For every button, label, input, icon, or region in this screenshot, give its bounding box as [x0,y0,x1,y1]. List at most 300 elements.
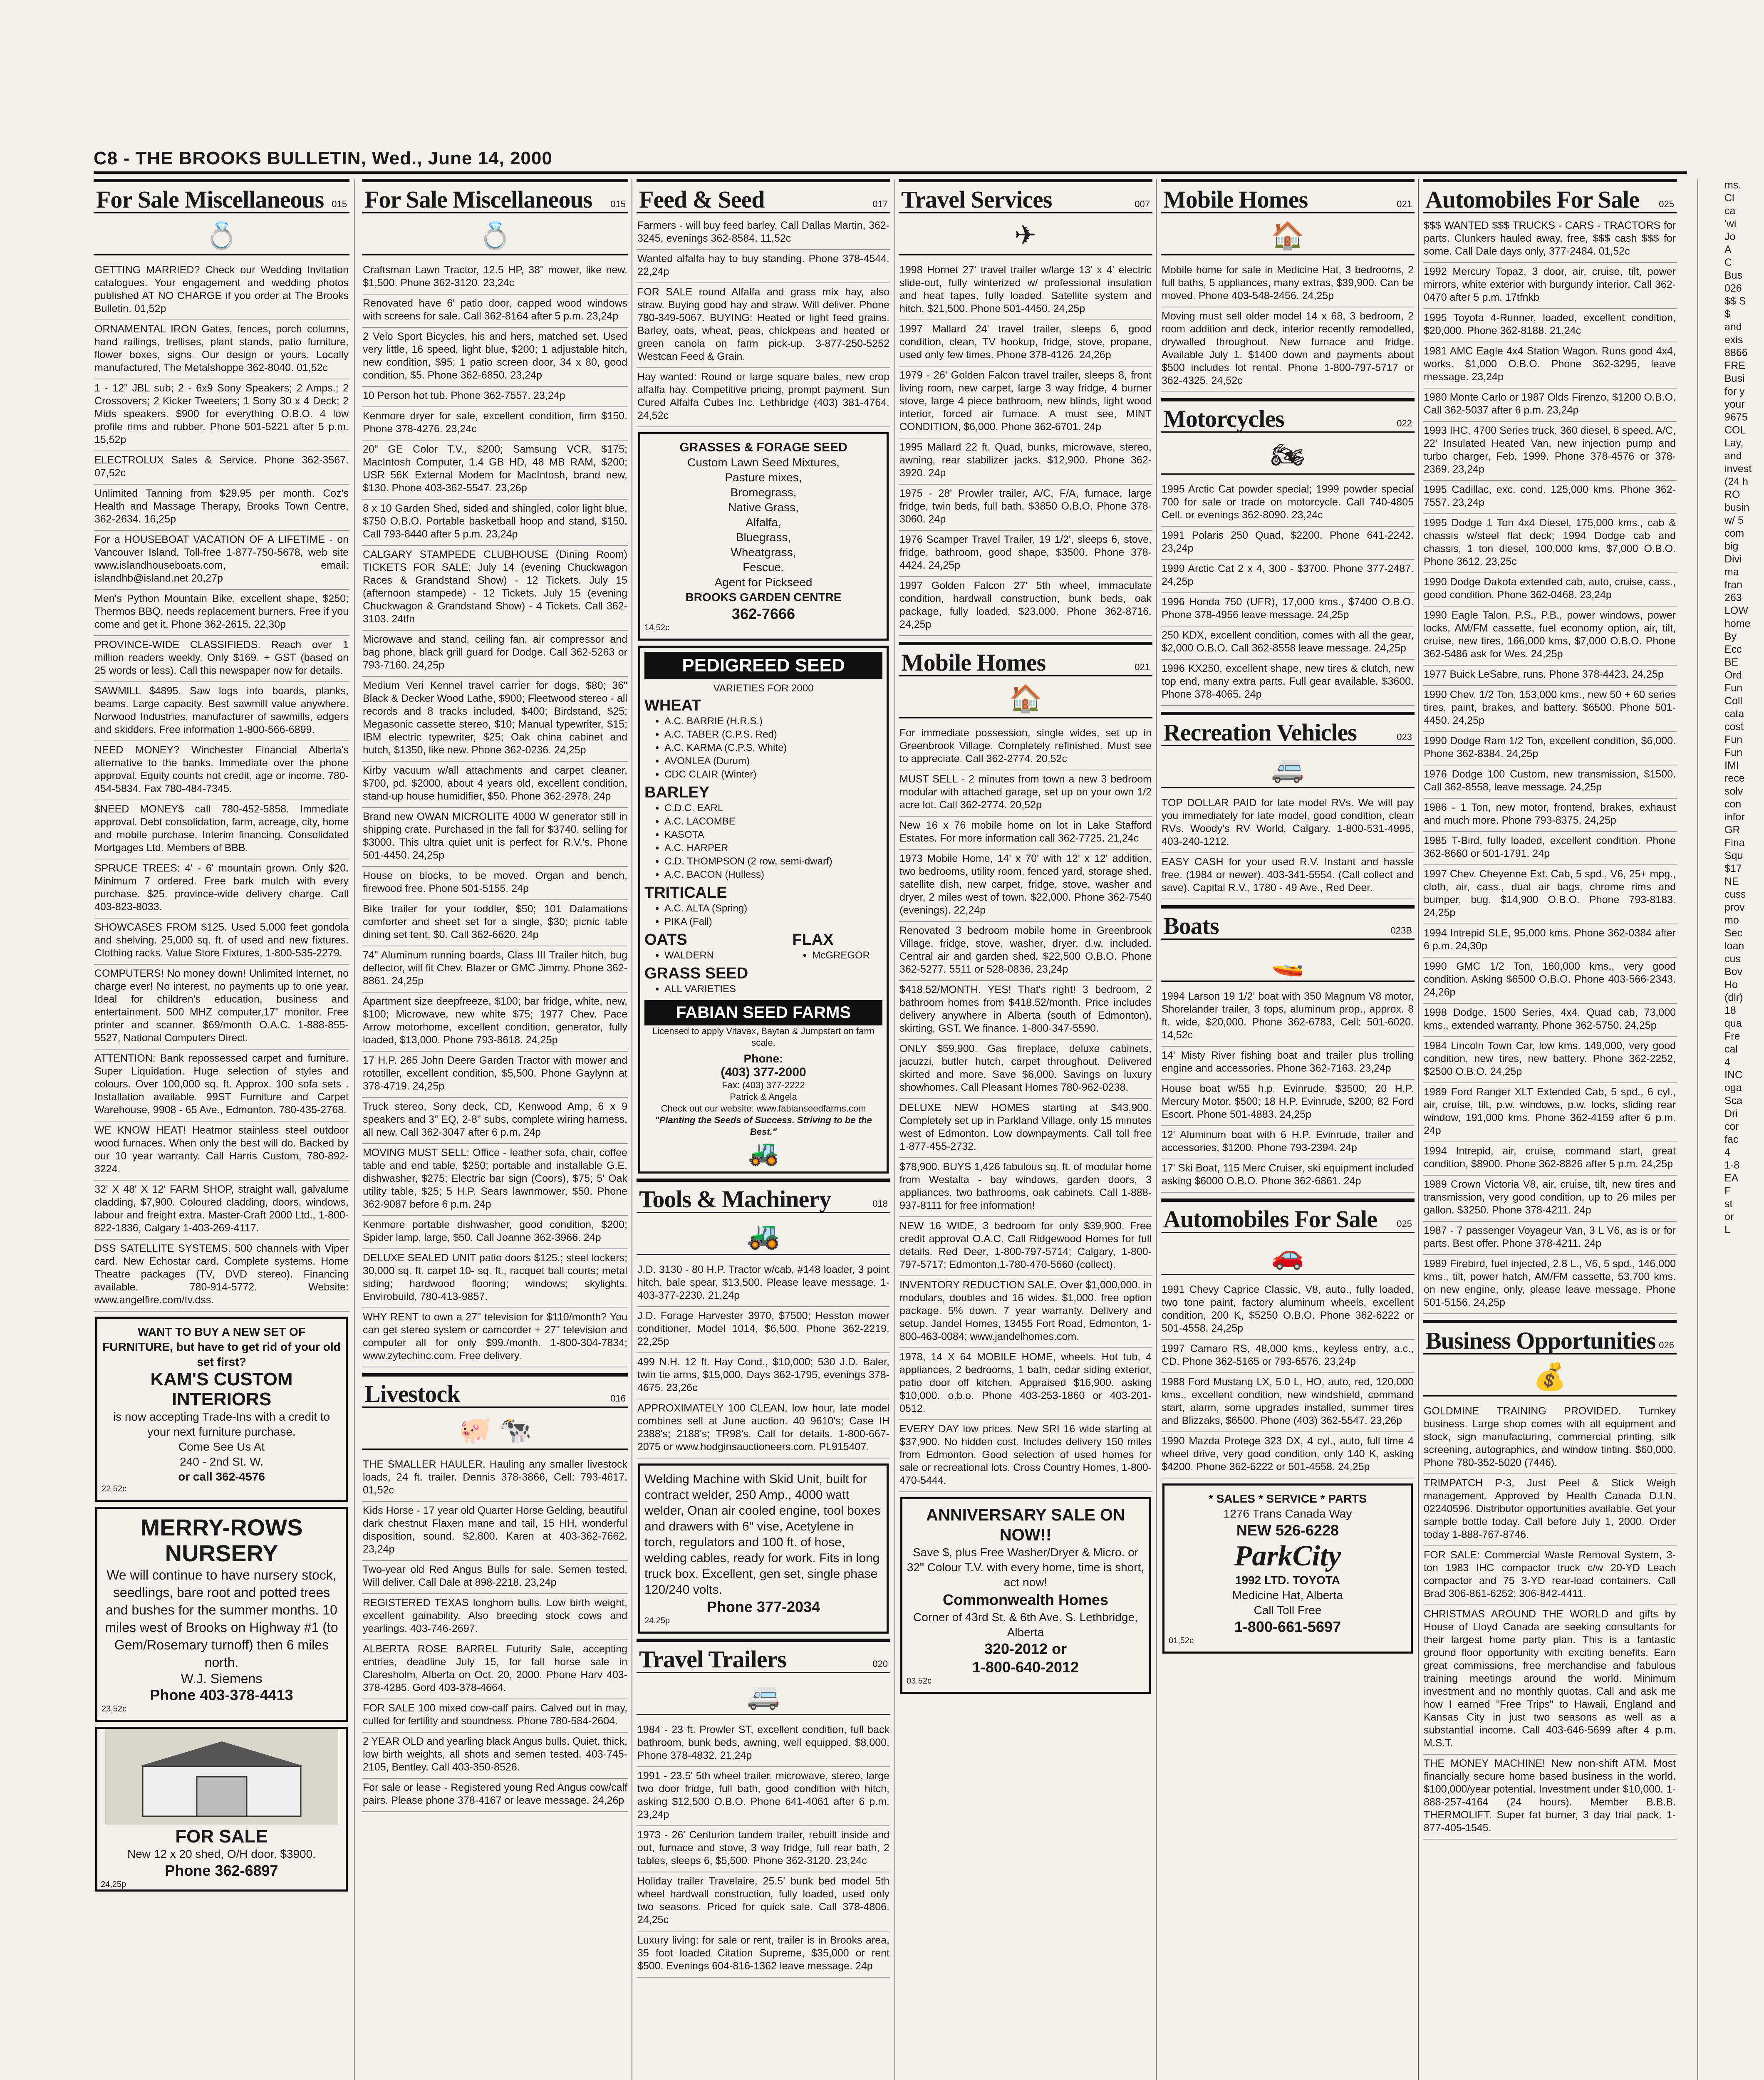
classified-ad: 1984 - 23 ft. Prowler ST, excellent condition, full back bathroom, bunk beds, awning, well equipped. $8,000. Phone 378-4832. 21,24p [637,1721,890,1767]
classified-ad: 1973 - 26' Centurion tandem trailer, rebuilt inside and out, furnace and stove, 3 way fridge, full rear bath, 2 tables, sleeps 6, $5,500. Phone 362-3120. 23,24c [637,1826,890,1872]
text-fragment: BE [1724,656,1739,668]
classified-ad: 1991 - 23.5' 5th wheel trailer, microwave, stereo, large two door fridge, full bath, good condition with hitch, asking $12,500 O.B.O. Phone 641-4061 after 6 p.m. 23,24p [637,1767,890,1826]
text-fragment: Squ [1724,850,1743,862]
ad-phone: (403) 377-2000 [721,1065,806,1079]
classified-list [899,261,1152,636]
classified-ad: House on blocks, to be moved. Organ and bench, firewood free. Phone 501-5155. 24p [362,867,628,900]
text-fragment: and [1724,450,1742,462]
text-fragment: loan [1724,940,1744,952]
seed-list [644,949,714,962]
text-fragment: Bov [1724,966,1743,978]
ad-body: Welding Machine with Skid Unit, built for contract welder, 250 Amp., 4000 watt welder, Onan air cooled engine, tool boxes and drawers with 6" vise, Acetylene in torch, regulators and 100 ft. of hose, welding cables, ready for work. Fits in long truck box. Excellent, gen set, single phase 120/240 volts. [644,1472,881,1597]
rv-icon: 🚐 [1161,750,1415,788]
text-fragment: By [1724,631,1737,642]
section-code: 020 [872,1659,888,1669]
section-title: Recreation Vehicles [1163,719,1357,746]
classified-ad: 17 H.P. 265 John Deere Garden Tractor with mower and rototiller, excellent condition, $5,500. Phone Gaylynn at 378-4719. 24,25p [362,1052,628,1098]
section-header [1161,179,1415,213]
text-fragment: Fun [1724,747,1743,758]
car-icon: 🚗 [1161,1236,1415,1275]
text-fragment: infor [1724,811,1745,823]
ad-owner: W.J. Siemens [181,1671,263,1686]
text-fragment: Dri [1724,1108,1738,1119]
text-fragment: home [1724,618,1751,629]
section-title: Mobile Homes [1163,186,1308,213]
text-fragment: ms. [1724,179,1742,191]
text-fragment: 8866 [1724,347,1748,359]
classified-ad: PROVINCE-WIDE CLASSIFIEDS. Reach over 1 million readers weekly. Only $169. + GST (based on 25 words or less). Call this newspaper now for details. [94,636,349,682]
classified-ad: ORNAMENTAL IRON Gates, fences, porch columns, hand railings, trellises, plant stands, patio furniture, flower boxes, signs. Our design or yours. Locally manufactured, The Metalshoppe 362-8040. 01,52c [94,320,349,379]
ad-item: Fescue. [743,561,784,574]
section-header-mobile-homes [899,642,1152,676]
text-fragment: Jo [1724,231,1736,243]
ad-new-number: 526-6228 [1275,1522,1339,1539]
ad-body: New 12 x 20 shed, O/H door. $3900. [127,1847,316,1860]
classified-ad: Renovated 3 bedroom mobile home in Greenbrook Village, fridge, stove, washer, dryer, d.w. included. Central air and garden shed. $22,500 O.B.O. Phone 362-5277. 5511 or 528-0836. 23,24p [899,922,1152,981]
seed-variety: • WALDERN [664,949,714,962]
ad-code: 24,25p [101,1880,126,1889]
classified-ad: 1976 Scamper Travel Trailer, 19 1/2', sleeps 6, stove, fridge, bathroom, good shape, $3500. Phone 378-4424. 24,25p [899,531,1152,577]
classified-ad: Wanted alfalfa hay to buy standing. Phone 378-4544. 22,24p [637,250,890,283]
seed-variety: • A.C. TABER (C.P.S. Red) [664,728,882,741]
section-code: 023B [1390,925,1412,936]
section-header-motorcycles [1161,398,1415,433]
classified-ad: APPROXIMATELY 100 CLEAN, low hour, late model combines sell at June auction. 40 9610's; Case IH 2388's; 2188's; TR98's. Call for details. 1-800-667-2075 or www.hodginsauctioneers.com. PL915407. [637,1399,890,1458]
classified-ad: 1994 Larson 19 1/2' boat with 350 Magnum V8 motor, Shorelander trailer, 3 tops, aluminum prop., approx. 8 ft. wide, $20,000. Phone 362-6783, Cell: 501-6020. 14,52c [1161,988,1415,1047]
text-fragment: Fun [1724,682,1743,694]
merry-rows-nursery-ad [95,1507,348,1722]
classified-ad: For a HOUSEBOAT VACATION OF A LIFETIME - on Vancouver Island. Toll-free 1-877-750-5678, web site www.islandhouseboats.com, email: islandhb@island.net 20,27p [94,531,349,590]
seed-variety: • ALL VARIETIES [664,983,882,996]
seed-variety: • A.C. KARMA (C.P.S. White) [664,741,882,755]
seed-group-wheat: WHEAT [644,697,701,714]
brooks-garden-centre-ad [638,432,889,641]
classified-ad: DELUXE SEALED UNIT patio doors $125.; steel lockers; 30,000 sq. ft. carpet 10- sq. ft., racquet ball courts; metal siding; hardwood flooring; windows; skylights. Envirobuild, 780-413-9857. [362,1249,628,1308]
classified-ad: SPRUCE TREES: 4' - 6' mountain grown. Only $20. Minimum 7 ordered. Free bark mulch with every purchase. $25. province-wide delivery charge. Call 403-823-8033. [94,859,349,919]
classified-ad: ATTENTION: Bank repossessed carpet and furniture. Super Liquidation. Huge selection of styles and colours. Over 100,000 sq. ft. Approx. 100 sofa sets . Installation available. 99ST Furniture and Carpet Warehouse, 9908 - 65 Ave., Edmonton. 780-435-2768. [94,1050,349,1122]
ad-banner: PEDIGREED SEED [644,652,882,679]
classified-ad: WHY RENT to own a 27" television for $110/month? You can get stereo system or camcorder + 27" television and computer all for only $99./month. 1-800-304-7834; www.zytechinc.com. Free delivery. [362,1308,628,1367]
classified-ad: SAWMILL $4895. Saw logs into boards, planks, beams. Large capacity. Best sawmill value anywhere. Norwood Industries, manufacturer of sawmills, edgers and skidders. Free information 1-800-566-6899. [94,682,349,741]
ad-business-name: BROOKS GARDEN CENTRE [685,591,842,604]
classified-ad: 1991 Chevy Caprice Classic, V8, auto., fully loaded, two tone paint, factory aluminum wheels, excellent condition, 200 K, $5250 O.B.O. Phone 362-6222 or 501-4558. 24,25p [1161,1281,1415,1340]
text-fragment: exis [1724,334,1743,346]
classified-ad: Kids Horse - 17 year old Quarter Horse Gelding, beautiful dark chestnut Flaxen mane and tail, 15 HH, wonderful disposition, sound. $2,800. Karen at 403-362-7662. 23,24p [362,1502,628,1561]
classified-ad: 1996 KX250, excellent shape, new tires & clutch, new top end, many extra parts. Full gear available. $3600. Phone 378-4065. 24p [1161,660,1415,706]
section-title: For Sale Miscellaneous [96,186,324,213]
ad-brand: TOYOTA [1292,1574,1340,1587]
seed-list [644,715,882,781]
seed-variety: • A.C. ALTA (Spring) [664,902,882,915]
livestock-icon: 🐖 🐄 [362,1411,628,1450]
classified-ad: WE KNOW HEAT! Heatmor stainless steel outdoor wood furnaces. When only the best will do. Backed by our 10 year warranty. Call Harris Custom, 780-892-3224. [94,1122,349,1181]
classified-ad: 1990 Eagle Talon, P.S., P.B., power windows, power locks, AM/FM cassette, fuel economy option, air, tilt, cruise, new tires, 166,000 kms, $7,000 O.B.O. Phone 362-5486 ask for Wes. 24,25p [1423,607,1677,666]
ad-address: 1276 Trans Canada Way [1223,1507,1352,1520]
classified-ad: 1989 Firebird, fuel injected, 2.8 L., V6, 5 spd., 146,000 kms., tilt, power hatch, AM/FM cassette, 53,700 kms. on new engine, only, please leave message. Phone 501-5156. 24,25p [1423,1255,1677,1314]
section-header [362,179,628,213]
classified-ad: For immediate possession, single wides, set up in Greenbrook Village. Completely refinished. Must see to appreciate. Call 362-2774. 20,52c [899,724,1152,770]
text-fragment: 1-8 [1724,1159,1740,1171]
text-fragment: 263 [1724,592,1742,604]
classified-ad: Renovated have 6' patio door, capped wood windows with screens for sale. Call 362-8164 after 5 p.m. 23,24p [362,295,628,328]
classified-ad: 1996 Honda 750 (UFR), 17,000 kms., $7400 O.B.O. Phone 378-4956 leave message. 24,25p [1161,593,1415,626]
classified-ad: 1989 Ford Ranger XLT Extended Cab, 5 spd., 6 cyl., air, cruise, tilt, p.w. windows, p.w. locks, sliding rear window, 191,000 kms. Phone 362-4159 after 6 p.m. 24p [1423,1083,1677,1142]
text-fragment: fac [1724,1134,1739,1145]
section-code: 017 [872,199,888,209]
wedding-rings-icon: 💍 [362,217,628,255]
classified-list [637,217,890,427]
ad-business-name: MERRY-ROWS NURSERY [140,1514,303,1566]
text-fragment: oga [1724,1082,1742,1094]
classified-ad: CALGARY STAMPEDE CLUBHOUSE (Dining Room) TICKETS FOR SALE: July 14 (evening Chuckwagon Races & Grandstand Show) - 12 Tickets. July 15 (afternoon stampede) - 12 Tickets. July 15 (evening Chuckwagon & Grandstand Show) - 4 Tickets. Call 362-3103. 24tfn [362,546,628,631]
section-header [899,179,1152,213]
text-fragment: mo [1724,914,1739,926]
ad-city: Medicine Hat, Alberta [1232,1589,1343,1602]
column-6 [1423,179,1677,2080]
classified-ad: 1990 GMC 1/2 Ton, 160,000 kms., very good condition. Asking $6500 O.B.O. Phone 403-566-2343. 24,26p [1423,958,1677,1004]
fragment-list [1724,179,1764,1236]
text-fragment: your [1724,399,1745,410]
classified-ad: Men's Python Mountain Bike, excellent shape, $250; Thermos BBQ, needs replacement burners. Free if you come and get it. Phone 362-2615. 22,30p [94,590,349,636]
text-fragment: Busi [1724,373,1745,384]
classified-ad: 1997 Mallard 24' travel trailer, sleeps 6, good condition, clean, TV hookup, fridge, stove, propane, used only few times. Phone 378-4126. 24,26p [899,320,1152,366]
text-fragment: (24 h [1724,476,1748,488]
seed-variety: • A.C. BACON (Hulless) [664,868,882,882]
section-title: Tools & Machinery [639,1186,831,1213]
classified-ad: EVERY DAY low prices. New SRI 16 wide starting at $37,900. No hidden cost. Includes delivery 150 miles from Edmonton. Good selection of used homes for sale or recreational lots. Cross Country Homes, 1-800-470-5444. [899,1420,1152,1492]
ad-phone: 362-7666 [731,605,795,622]
section-code: 021 [1397,199,1412,209]
classified-ad: MUST SELL - 2 minutes from town a new 3 bedroom modular with attached garage, set up on your own 1/2 acre lot. Call 362-2774. 20,52p [899,770,1152,817]
text-fragment: 4 [1724,1056,1730,1068]
ad-body: is now accepting Trade-Ins with a credit to your next furniture purchase. [113,1410,330,1438]
speedboat-icon: 🚤 [1161,943,1415,982]
classified-ad: 1995 Arctic Cat powder special; 1999 powder special 700 for sale or trade on motorcycle. Call 740-4805 Cell. or evenings 362-8090. 23,24c [1161,480,1415,527]
ad-phone-label: Phone: [743,1052,783,1065]
classified-ad: 499 N.H. 12 ft. Hay Cond., $10,000; 530 J.D. Baler, twin tie arms, $15,000. Days 362-1795, evenings 378-4675. 23,26c [637,1353,890,1399]
welding-machine-ad [638,1463,889,1634]
ad-brand-row [1169,1573,1407,1588]
classified-list [1161,480,1415,706]
ad-code: 01,52c [1169,1636,1194,1645]
ad-services: * SALES * SERVICE * PARTS [1208,1492,1367,1505]
classified-ad: Bike trailer for your toddler, $50; 101 Dalamations comforter and sheet set for a single, $30; picnic table dining set tent, $0. Call 362-6620. 24p [362,900,628,946]
classified-ad: 1978, 14 X 64 MOBILE HOME, wheels. Hot tub, 4 appliances, 2 bedrooms, 1 bath, cedar siding exterior, patio door off kitchen. Appraised $16,900. asking $10,000. o.b.o. Phone 403-253-1860 or 403-201-0512. [899,1348,1152,1420]
text-fragment: fran [1724,579,1743,591]
classified-ad: 1990 Dodge Dakota extended cab, auto, cruise, cass., good condition. Phone 362-0468. 23,24p [1423,573,1677,607]
classified-ad: Holiday trailer Travelaire, 25.5' bunk bed model 5th wheel hardwall construction, fully loaded, used only two seasons. Priced for quick sale. Call 378-4806. 24,25c [637,1872,890,1931]
classified-ad: 1998 Hornet 27' travel trailer w/large 13' x 4' electric slide-out, fully winterized w/ professional insulation and heat tapes, fully loaded. Satellite system and hitch, $21,500. Phone 501-4450. 24,25p [899,261,1152,320]
classified-ad: J.D. Forage Harvester 3970, $7500; Hesston mower conditioner, Model 1014, $6,500. Phone 362-2219. 22,25p [637,1307,890,1353]
section-code: 021 [1135,662,1150,672]
classified-ad: MOVING MUST SELL: Office - leather sofa, chair, coffee table and end table, $250; portable and installable G.E. dishwasher, $275; Electric bar sign (Coors), $75; 5' Oak utility table, $25; 5 H.P. Sears lawnmower, $50. Phone 362-9087 before 6 p.m. 24p [362,1144,628,1216]
section-code: 023 [1397,732,1412,742]
classified-ad: $NEED MONEY$ call 780-452-5858. Immediate approval. Debt consolidation, farm, acreage, city, home and mobile purchase. Interim financing. Consolidated Mortgages Ltd. Members of BBB. [94,800,349,859]
classified-ad: 1998 Dodge, 1500 Series, 4x4, Quad cab, 73,000 kms., extended warranty. Phone 362-5750. 24,25p [1423,1004,1677,1037]
seed-list [644,983,882,996]
ad-address: Corner of 43rd St. & 6th Ave. S. Lethbridge, Alberta [913,1611,1138,1639]
section-title: Mobile Homes [901,649,1046,676]
classified-list [1423,1402,1677,1840]
classified-ad: Mobile home for sale in Medicine Hat, 3 bedrooms, 2 full baths, 5 appliances, many extras, $39,900. Can be moved. Phone 403-548-2456. 24,25p [1161,261,1415,307]
seed-list [644,902,882,929]
classified-ad: 20" GE Color T.V., $200; Samsung VCR, $175; MacIntosh Computer, 1.4 GB HD, 48 MB RAM, $200; USR 56K External Modem for MacIntosh, brand new, $130. Phone 403-362-5547. 23,26p [362,441,628,500]
text-fragment: Ho [1724,979,1738,990]
classified-list [637,1261,890,1458]
ad-code: 22,52c [102,1484,127,1493]
text-fragment: Fun [1724,734,1743,745]
section-header-automobiles [1161,1198,1415,1233]
classified-ad: NEED MONEY? Winchester Financial Alberta's alternative to the banks. Immediate over the phone approval. Equity counts not credit, age or income. 780-454-5834. Fax 780-484-7345. [94,741,349,800]
text-fragment: $$ S [1724,295,1746,307]
ad-people: Patrick & Angela [730,1092,797,1102]
text-fragment: L [1724,1224,1730,1236]
classified-ad: New 16 x 76 mobile home on lot in Lake Stafford Estates. For more information call 362-7725. 21,24c [899,817,1152,850]
text-fragment: $17 [1724,863,1742,874]
section-title: Feed & Seed [639,186,765,213]
travel-trailer-icon: 🚐 [637,1676,890,1715]
classified-ad: 1976 Dodge 100 Custom, new transmission, $1500. Call 362-8558, leave message. 24,25p [1423,765,1677,799]
classified-ad: 8 x 10 Garden Shed, sided and shingled, color light blue, $750 O.B.O. Portable basketball hoop and stand, $150. Call 793-8440 after 5 p.m. 23,24p [362,500,628,546]
section-code: 015 [332,199,347,209]
column-rule [1697,179,1698,2080]
classified-ad: 1989 Crown Victoria V8, air, cruise, tilt, new tires and transmission, very good condition, up to 26 miles per gallon. $3250. Phone 378-4211. 24p [1423,1176,1677,1222]
tractor-icon: 🚜 [748,1139,779,1166]
text-fragment: invest [1724,463,1752,475]
seed-list [644,802,882,882]
ad-phone: 1-800-661-5697 [1234,1618,1341,1635]
classified-ad: 1986 - 1 Ton, new motor, frontend, brakes, exhaust and much more. Phone 793-8375. 24,25p [1423,799,1677,832]
seed-variety: • A.C. HARPER [664,842,882,855]
classified-ad: ALBERTA ROSE BARREL Futurity Sale, accepting entries, deadline July 15, for fall horse sale in Claresholm, Alberta on Oct. 20, 2000. Phone Harv 403-378-4285. Gord 403-378-4664. [362,1640,628,1699]
ad-tollfree-label: Call Toll Free [1254,1604,1322,1617]
kams-interiors-ad [95,1317,348,1502]
classified-ad: 1984 Lincoln Town Car, low kms. 149,000, very good condition, new tires, new battery. Phone 362-2252, $2500 O.B.O. 24,25p [1423,1037,1677,1083]
classified-ad: 1995 Mallard 22 ft. Quad, bunks, microwave, stereo, awning, rear stabilizer jacks. $12,900. Phone 362-3920. 24p [899,438,1152,485]
classified-ad: 1975 - 28' Prowler trailer, A/C, F/A, furnace, large fridge, twin beds, full bath. $3850 O.B.O. Phone 378-3060. 24p [899,485,1152,531]
classified-ad: Craftsman Lawn Tractor, 12.5 HP, 38" mower, like new. $1,500. Phone 362-3120. 23,24c [362,261,628,295]
text-fragment: prov [1724,901,1745,913]
classified-ad: 1991 Polaris 250 Quad, $2200. Phone 641-2242. 23,24p [1161,527,1415,560]
classified-ad: 1990 Dodge Ram 1/2 Ton, excellent condition, $6,000. Phone 362-8384. 24,25p [1423,732,1677,765]
classified-ad: 1988 Ford Mustang LX, 5.0 L, HO, auto, red, 120,000 kms., excellent condition, new windshield, command start, alarm, some upgrades installed, summer tires and Blizzaks, $6500. Phone (403) 362-5547. 23,26p [1161,1373,1415,1432]
classified-ad: FOR SALE round Alfalfa and grass mix hay, also straw. Buying good hay and straw. Will deliver. Phone 780-349-5067. BUYING: Heated or light feed grains. Barley, oats, wheat, peas, chickpeas and heated or green canola on farm pick-up. 3-877-250-5252 Westcan Feed & Grain. [637,283,890,368]
ad-phone-tollfree: 1-800-640-2012 [972,1659,1079,1676]
page-header [94,146,1687,174]
text-fragment: 9675 [1724,411,1748,423]
seed-variety: • A.C. LACOMBE [664,815,882,828]
text-fragment: 18 [1724,1005,1736,1016]
ad-subtitle: VARIETIES FOR 2000 [713,683,814,694]
text-fragment: for y [1724,386,1745,397]
ad-body: Save $, plus Free Washer/Dryer & Micro. or 32" Colour T.V. with every home, time is short, act now! [907,1546,1145,1589]
classified-ad: Kirby vacuum w/all attachments and carpet cleaner, $700, pd. $2000, about 4 years old, excellent condition, stand-up house humidifier, $50. Phone 362-2978. 24p [362,762,628,808]
ad-phone: Phone 362-6897 [165,1862,278,1879]
classified-ad: 1993 IHC, 4700 Series truck, 360 diesel, 6 speed, A/C, 22' Insulated Heated Van, new injection pump and turbo charger, Feb. 1999. Phone 378-4576 or 378-2369. 23,24p [1423,422,1677,481]
classified-ad: GOLDMINE TRAINING PROVIDED. Turnkey business. Large shop comes with all equipment and stock, sign manufacturing, commercial printing, silk screening, autographics, and window tinting. $60,000. Phone 780-352-5020 (7446). [1423,1402,1677,1474]
ad-body: We will continue to have nursery stock, seedlings, bare root and potted trees and bushes for the summer months. 10 miles west of Brooks on Highway #1 (to Gem/Rosemary turnoff) then 6 miles north. [105,1567,338,1670]
classified-ad: 1990 Mazda Protege 323 DX, 4 cyl., auto, full time 4 wheel drive, very good condition, only 140 K, asking $4200. Phone 362-6222 or 501-4558. 24,25p [1161,1432,1415,1478]
classified-ad: 1995 Cadillac, exc. cond. 125,000 kms. Phone 362-7557. 23,24p [1423,481,1677,514]
text-fragment: Sca [1724,1095,1743,1107]
text-fragment: 4 [1724,1146,1730,1158]
text-fragment: RO [1724,489,1740,500]
section-title: Boats [1163,912,1219,939]
ad-item: Native Grass, [728,501,799,514]
classified-ad: 14' Misty River fishing boat and trailer plus trolling engine and accessories. Phone 362-7163. 23,24p [1161,1047,1415,1080]
text-fragment: Ord [1724,669,1742,681]
classified-ad: Moving must sell older model 14 x 68, 3 bedroom, 2 room addition and deck, interior recently remodelled, drywalled throughout. New furnace and fridge. Available July 1. $1400 down and payments about $500 includes lot rental. Phone 1-800-797-5717 or 362-4325. 24,52c [1161,307,1415,392]
classified-ad: 1985 T-Bird, fully loaded, excellent condition. Phone 362-8660 or 501-1791. 24p [1423,832,1677,865]
ad-phone: or call 362-4576 [178,1470,265,1483]
column-rule [354,179,355,2080]
seed-variety: • C.D.C. EARL [664,802,882,815]
ad-business-name: Commonwealth Homes [942,1591,1109,1608]
classified-ad: 1981 AMC Eagle 4x4 Station Wagon. Runs good 4x4, works. $1,000 O.B.O. Phone 362-3295, leave message. 23,24p [1423,342,1677,389]
text-fragment: A [1724,244,1732,255]
classified-ad: Truck stereo, Sony deck, CD, Kenwood Amp, 6 x 9 speakers and 3" EQ, 2-8" subs, complete wiring harness, all new. Call 362-3047 after 6 p.m. 24p [362,1098,628,1144]
text-fragment: 026 [1724,282,1742,294]
classified-ad: ELECTROLUX Sales & Service. Phone 362-3567. 07,52c [94,451,349,485]
section-title: Business Opportunities [1425,1327,1656,1354]
classified-ad: TOP DOLLAR PAID for late model RVs. We will pay you immediately for late model, good condition, clean RVs. Woody's RV World, Calgary. 1-800-531-4995, 403-240-1212. [1161,794,1415,853]
classified-ad: For sale or lease - Registered young Red Angus cow/calf pairs. Please phone 378-4167 or leave message. 24,26p [362,1779,628,1812]
ad-new-phone [1169,1521,1407,1540]
classified-ad: 1995 Toyota 4-Runner, loaded, excellent condition, $20,000. Phone 362-8188. 21,24c [1423,309,1677,342]
classified-ad: 1992 Mercury Topaz, 3 door, air, cruise, tilt, power mirrors, white exterior with burgundy interior. Call 362-0470 after 5 p.m. 17tfnkb [1423,263,1677,309]
seed-group-barley: BARLEY [644,784,710,801]
seed-list [792,949,870,962]
section-code: 026 [1659,1340,1674,1350]
classified-ad: 74" Aluminum running boards, Class III Trailer hitch, bug deflector, will fit Chev. Blazer or GMC Jimmy. Phone 362-8861. 24,25p [362,946,628,993]
seed-variety: • McGREGOR [812,949,870,962]
ad-address: 240 - 2nd St. W. [180,1455,263,1468]
column-4 [899,179,1152,2080]
classified-ad: 1980 Monte Carlo or 1987 Olds Firenzo, $1200 O.B.O. Call 362-5037 after 6 p.m. 23,24p [1423,389,1677,422]
text-fragment: cuss [1724,889,1746,900]
classified-ad: 1997 Camaro RS, 48,000 kms., keyless entry, a.c., CD. Phone 362-5165 or 793-6576. 23,24p [1161,1340,1415,1373]
text-fragment: cus [1724,953,1741,965]
commonwealth-homes-ad [900,1497,1151,1694]
classified-ad: 1994 Intrepid SLE, 95,000 kms. Phone 362-0384 after 6 p.m. 24,30p [1423,924,1677,958]
ad-code: 23,52c [102,1704,127,1714]
mobile-home-icon: 🏠 [899,680,1152,718]
ad-code: 14,52c [644,623,670,632]
classified-ad: 2 YEAR OLD and yearling black Angus bulls. Quiet, thick, low birth weights, all shots and semen tested. 403-745-2105, Bentley. Call 403-350-8526. [362,1733,628,1779]
text-fragment: Sec [1724,927,1743,939]
classified-ad: House boat w/55 h.p. Evinrude, $3500; 20 H.P. Mercury Motor, $500; 18 H.P. Evinrude, $200; 82 Ford Escort. Phone 501-4883. 24,25p [1161,1080,1415,1126]
classified-ad: Luxury living: for sale or rent, trailer is in Brooks area, 35 foot loaded Citation Supreme, $35,000 or rent $500. Evenings 604-816-1362 leave message. 24p [637,1931,890,1978]
classified-ad: Hay wanted: Round or large square bales, new crop alfalfa hay. Competitive pricing, prompt payment. Sun Cured Alfalfa Cubes Inc. Lethbridge (403) 381-4764. 24,52c [637,368,890,427]
classified-ad: THE MONEY MACHINE! New non-shift ATM. Most financially secure home based business in the world. $100,000/year potential. Investment under $10,000. 1-888-257-4164 (24 hours). Member B.B.B. THERMOLIFT. Super fat burner, 3 day trial pack. 1-877-405-1545. [1423,1755,1677,1840]
ad-item-list [644,455,882,575]
text-fragment: LOW [1724,605,1748,617]
ad-slogan: "Planting the Seeds of Success. Striving to be the Best." [655,1115,872,1137]
classified-ad: Two-year old Red Angus Bulls for sale. Semen tested. Will deliver. Call Dale at 898-2218. 23,24p [362,1561,628,1594]
classified-ad: 1995 Dodge 1 Ton 4x4 Diesel, 175,000 kms., cab & chassis w/steel flat deck; 1994 Dodge cab and chassis, 1 ton diesel, 100,000 kms, $7,000 O.B.O. Phone 3612. 23,25c [1423,514,1677,573]
section-header-livestock [362,1373,628,1408]
text-fragment: big [1724,540,1739,552]
text-fragment: IMI [1724,760,1739,771]
section-title: Travel Services [901,186,1052,213]
text-fragment: FRE [1724,360,1745,371]
ad-business-name: FABIAN SEED FARMS [644,1000,882,1025]
text-fragment: EA [1724,1172,1739,1184]
ad-code: 03,52c [907,1676,932,1686]
classified-ad: Kenmore dryer for sale, excellent condition, firm $150. Phone 378-4276. 23,24c [362,407,628,441]
section-title: For Sale Miscellaneous [364,186,592,213]
seed-variety: • CDC CLAIR (Winter) [664,768,882,781]
shed-for-sale-ad [95,1727,348,1892]
text-fragment: Divi [1724,553,1742,565]
classified-ad: 32' X 48' X 12' FARM SHOP, straight wall, galvalume cladding, $7,900. Coloured cladding, doors, windows, labour and freight extra. Master-Craft 2000 Ltd., 1-800-822-1836, Calgary 1-403-269-4117. [94,1181,349,1240]
classified-ad: 1 - 12" JBL sub; 2 - 6x9 Sony Speakers; 2 Amps.; 2 Crossovers; 2 Kicker Tweeters; 1 Sony 30 x 4 Deck; 2 Mids speakers. $900 for everything O.B.O. 4 low profile rims and rubber. Phone 501-5221 after 5 p.m. 15,52p [94,379,349,451]
classified-ad: 250 KDX, excellent condition, comes with all the gear, $2,000 O.B.O. Call 362-8558 leave message. 24,25p [1161,626,1415,660]
text-fragment: rece [1724,773,1745,784]
park-city-toyota-ad [1162,1483,1413,1654]
ad-item: Wheatgrass, [731,546,796,559]
classified-ad: 1979 - 26' Golden Falcon travel trailer, sleeps 8, front living room, new carpet, large 3 way fridge, 4 burner stove, large 4 piece bathroom, new blinds, light wood interior, forced air furnace. A must see, MINT CONDITION, $6,000. Phone 362-6701. 24p [899,366,1152,438]
ad-agent: Agent for Pickseed [714,576,813,589]
classified-ad: 17' Ski Boat, 115 Merc Cruiser, ski equipment included asking $6000 O.B.O. Phone 362-6861. 24p [1161,1159,1415,1193]
text-fragment: COL [1724,424,1746,436]
section-title: Automobiles For Sale [1163,1206,1377,1233]
classified-ad: 1977 Buick LeSabre, runs. Phone 378-4423. 24,25p [1423,666,1677,686]
column-3 [637,179,890,2080]
classified-ad: 12' Aluminum boat with 6 H.P. Evinrude, trailer and accessories, $1200. Phone 793-2394. 24p [1161,1126,1415,1159]
section-header-tools [637,1179,890,1213]
section-title: Travel Trailers [639,1646,786,1673]
mobile-home-icon: 🏠 [1161,217,1415,255]
section-code: 025 [1397,1218,1412,1229]
classified-ad: SHOWCASES FROM $125. Used 5,000 feet gondola and shelving. 25,000 sq. ft. of used and new fixtures. Clothing racks. Value Store Fixtures, 1-800-535-2279. [94,919,349,965]
text-fragment: Fina [1724,837,1745,849]
text-fragment: Bus [1724,270,1743,281]
classified-ad: 1994 Intrepid, air, cruise, command start, great condition, $8900. Phone 362-8826 after 5 p.m. 24,25p [1423,1142,1677,1176]
airplane-icon: ✈ [899,217,1152,255]
fabian-seed-farms-ad [638,646,889,1174]
seed-group-grass: GRASS SEED [644,965,748,982]
section-header-boats [1161,905,1415,940]
classified-ad: $78,900. BUYS 1,426 fabulous sq. ft. of modular home from Westalta - bay windows, garden doors, 3 appliances, two bathrooms, oak cabinets. Call 1-888-937-8111 for free information! [899,1158,1152,1217]
ad-license: Licensed to apply Vitavax, Baytan & Jumpstart on farm scale. [652,1026,875,1048]
text-fragment: F [1724,1185,1731,1197]
classified-ad: 1990 Chev. 1/2 Ton, 153,000 kms., new 50 + 60 series tires, paint, brakes, and battery. $6500. Phone 501-4450. 24,25p [1423,686,1677,732]
column-2 [362,179,628,2080]
ad-cta: Come See Us At [178,1440,265,1453]
section-code: 007 [1135,199,1150,209]
text-fragment: 'wi [1724,218,1737,230]
classified-list [1161,261,1415,392]
classified-ad: Medium Veri Kennel travel carrier for dogs, $80; 36" Black & Decker Wood Lathe, $900; Fleetwood stereo - all records and 8 tracks included, $400; Birdstand, $25; Megasonic cassette stereo, $10; Manual typewriter, $15; IBM electric typewriter, $25; Oak china cabinet and hutch, $1350, like new. Phone 362-0236. 24,25p [362,677,628,762]
ad-business-name: ParkCity [1234,1540,1341,1572]
adjacent-page-fragment [1724,179,1764,2080]
classified-ad: 2 Velo Sport Bicycles, his and hers, matched set. Used very little, 16 speed, light blue, $200; 1 adjustable hitch, new condition, $95; 1 patio screen door, 34 x 80, good condition, $5. Phone 362-6850. 23,24p [362,328,628,387]
text-fragment: st [1724,1198,1733,1210]
ad-item: Bluegrass, [736,531,791,544]
section-header-travel-trailers [637,1639,890,1673]
column-rule [1156,179,1157,2080]
ad-title: FOR SALE [175,1826,268,1847]
classified-ad: Microwave and stand, ceiling fan, air compressor and bag phone, black grill guard for Dodge. Call 362-5263 or 793-7160. 24,25p [362,631,628,677]
section-title: Livestock [364,1380,460,1407]
classified-ad: FOR SALE: Commercial Waste Removal System, 3-ton 1983 IHC compactor truck c/w 20-YD Leach compactor and 75 3-YD rear-load containers. Call Brad 306-861-6252; 306-842-4411. [1423,1546,1677,1605]
seed-group-row [644,929,882,962]
text-fragment: Fre [1724,1030,1740,1042]
ad-phone: 320-2012 or [984,1640,1067,1657]
text-fragment: (dlr) [1724,992,1743,1003]
ad-headline: WANT TO BUY A NEW SET OF FURNITURE, but have to get rid of your old set first? [102,1325,341,1368]
